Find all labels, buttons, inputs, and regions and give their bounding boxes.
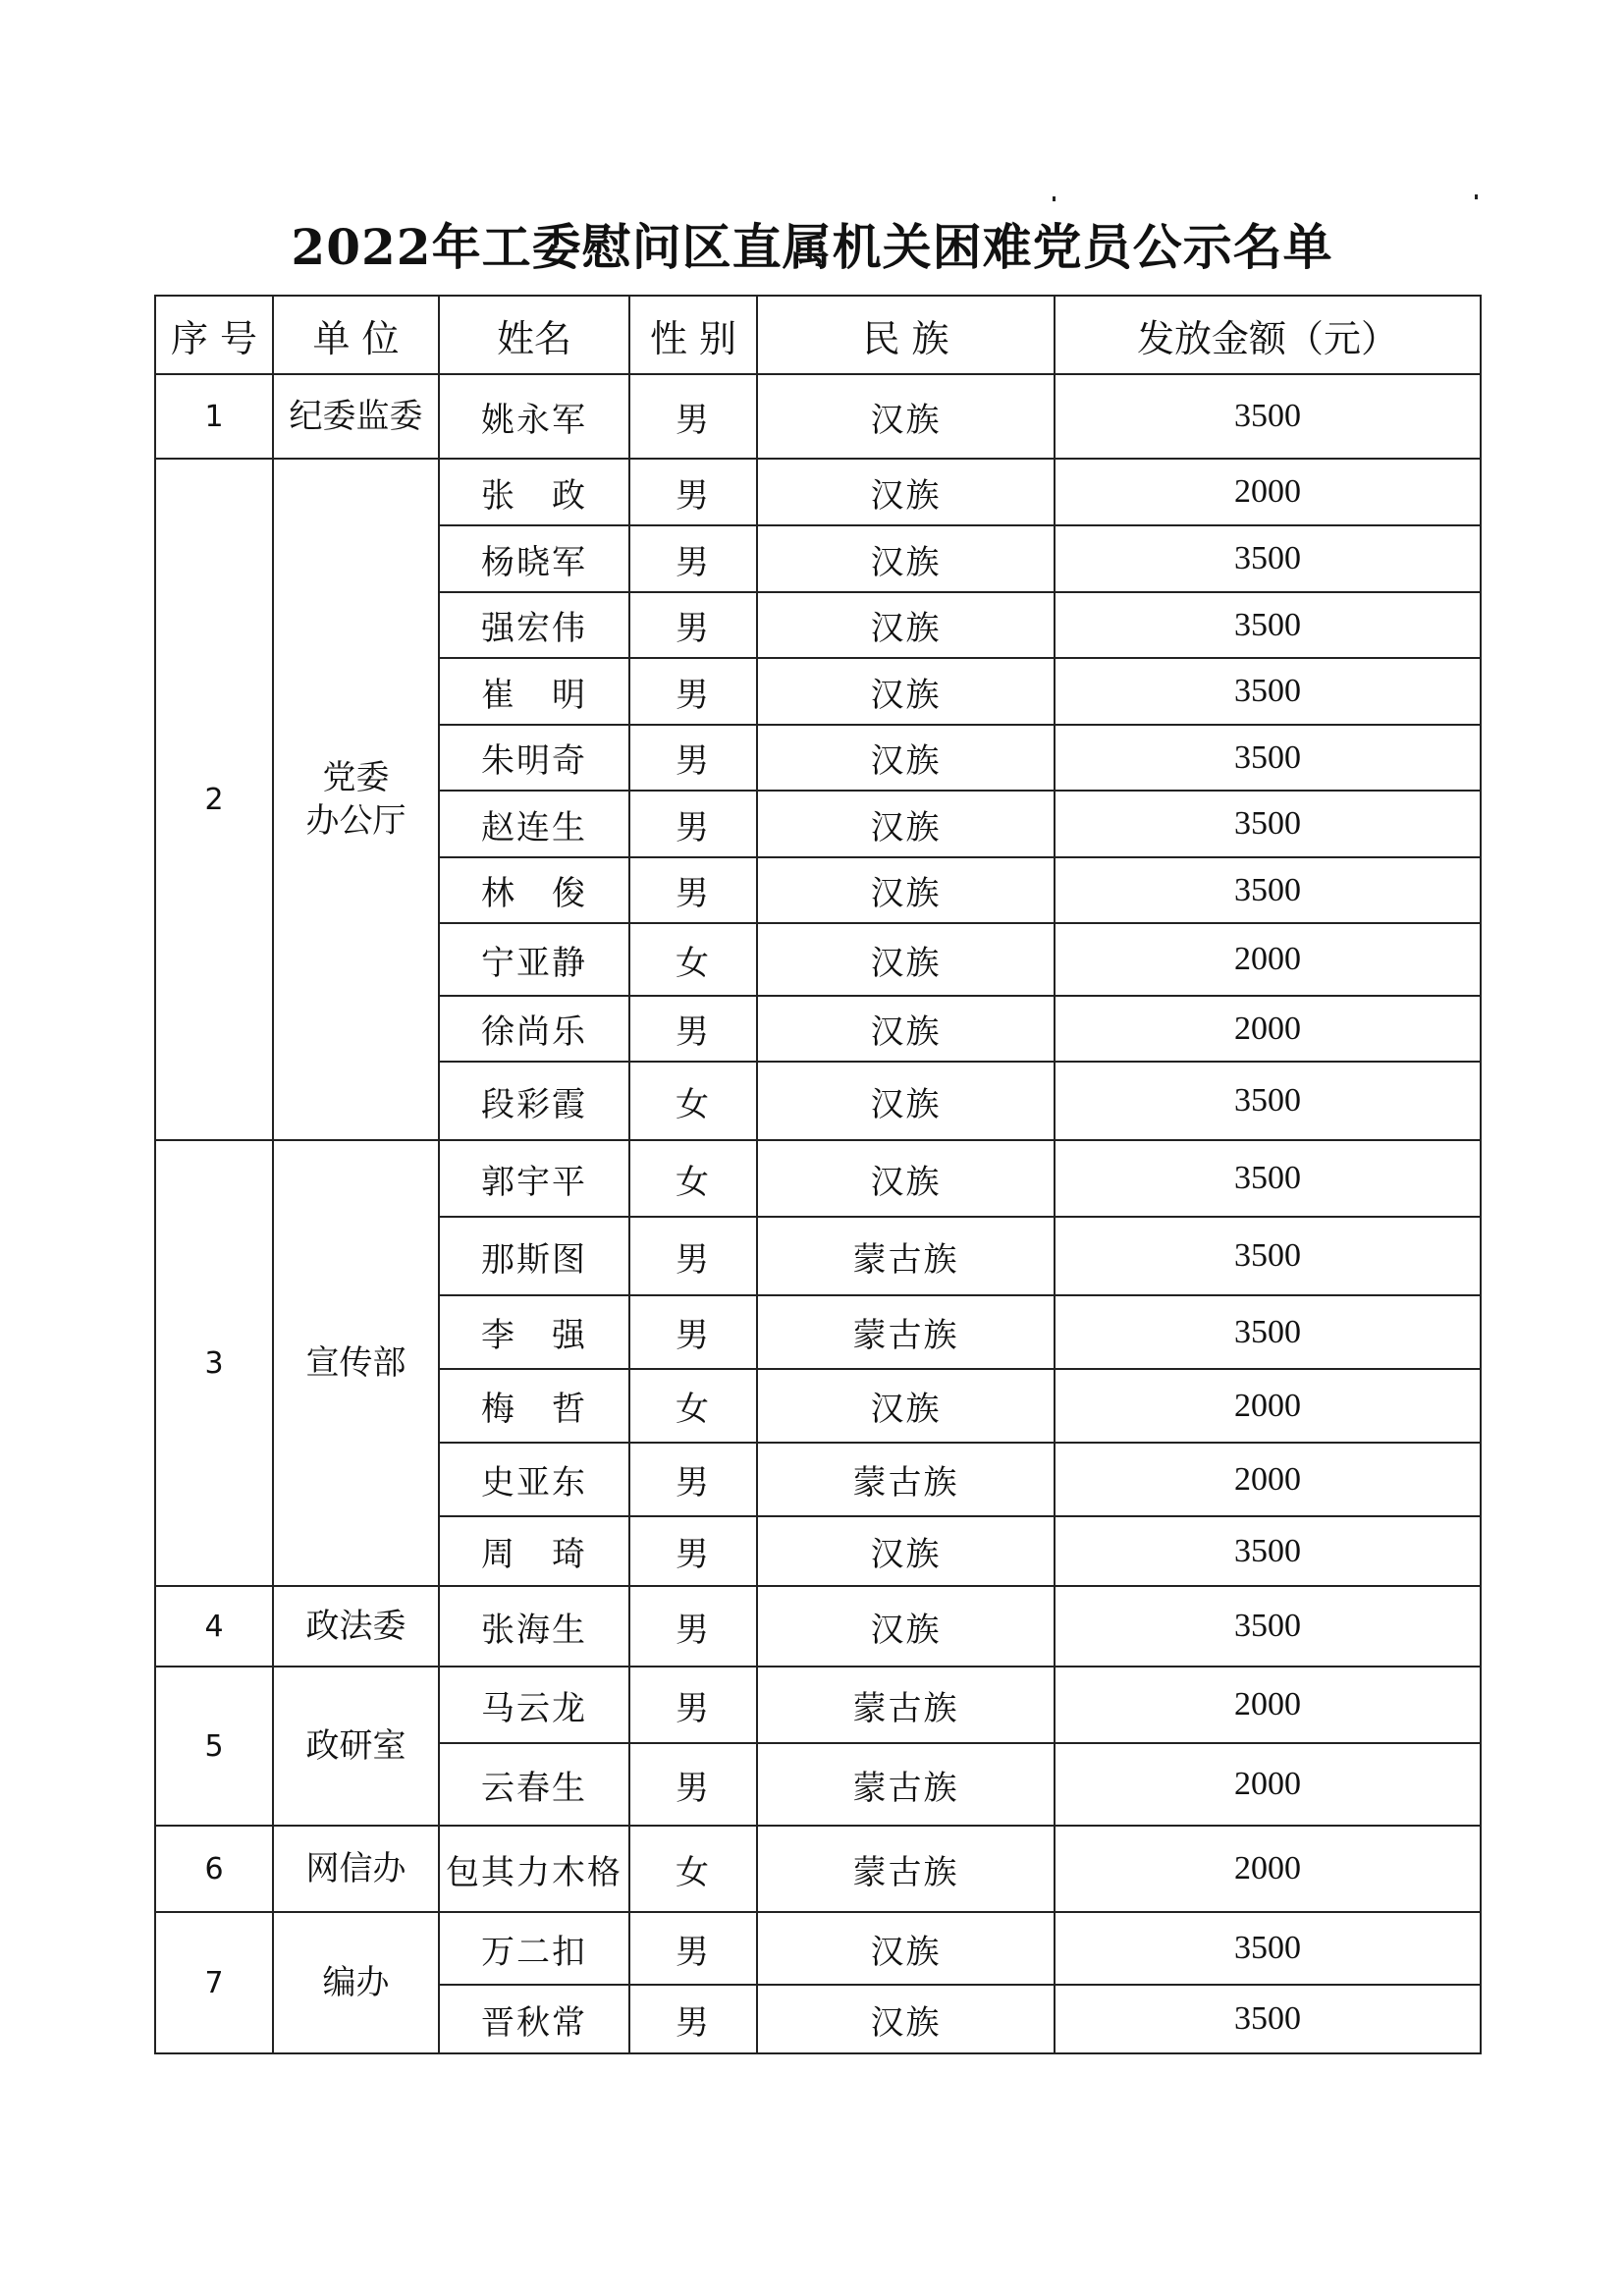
cell-name: 林 俊 (439, 857, 629, 923)
cell-gender: 男 (629, 1295, 757, 1369)
cell-gender: 男 (629, 857, 757, 923)
table-row (155, 459, 1481, 525)
header-amount: 发放金额（元） (1055, 296, 1481, 374)
cell-name: 马云龙 (439, 1667, 629, 1743)
cell-unit: 政研室 (273, 1667, 439, 1826)
cell-gender: 女 (629, 1369, 757, 1443)
cell-ethnicity: 汉族 (757, 1062, 1055, 1140)
cell-gender: 男 (629, 525, 757, 592)
cell-unit: 纪委监委 (273, 374, 439, 459)
cell-ethnicity: 汉族 (757, 996, 1055, 1062)
cell-name: 强宏伟 (439, 592, 629, 658)
table-row (155, 374, 1481, 459)
cell-name: 张 政 (439, 459, 629, 525)
cell-name: 张海生 (439, 1586, 629, 1667)
cell-gender: 男 (629, 1912, 757, 1985)
scan-speck (1475, 194, 1478, 199)
cell-ethnicity: 汉族 (757, 923, 1055, 996)
page-title: 2022年工委慰问区直属机关困难党员公示名单 (291, 218, 1333, 276)
cell-name: 杨晓军 (439, 525, 629, 592)
cell-amount: 3500 (1055, 791, 1481, 857)
cell-ethnicity: 汉族 (757, 1985, 1055, 2053)
roster-table (154, 295, 1482, 2054)
header-ethnicity: 民 族 (757, 296, 1055, 374)
cell-gender: 男 (629, 1667, 757, 1743)
cell-seq: 3 (155, 1140, 273, 1586)
cell-amount: 2000 (1055, 1369, 1481, 1443)
cell-amount: 2000 (1055, 923, 1481, 996)
cell-name: 梅 哲 (439, 1369, 629, 1443)
cell-name: 赵连生 (439, 791, 629, 857)
cell-gender: 男 (629, 1985, 757, 2053)
cell-gender: 男 (629, 658, 757, 725)
cell-unit: 政法委 (273, 1586, 439, 1667)
cell-gender: 女 (629, 923, 757, 996)
cell-ethnicity: 汉族 (757, 857, 1055, 923)
cell-name: 李 强 (439, 1295, 629, 1369)
cell-name: 宁亚静 (439, 923, 629, 996)
cell-unit: 网信办 (273, 1826, 439, 1912)
cell-gender: 男 (629, 592, 757, 658)
cell-ethnicity: 汉族 (757, 1369, 1055, 1443)
cell-name: 云春生 (439, 1743, 629, 1826)
cell-amount: 3500 (1055, 725, 1481, 791)
cell-ethnicity: 汉族 (757, 791, 1055, 857)
cell-ethnicity: 蒙古族 (757, 1295, 1055, 1369)
cell-seq: 5 (155, 1667, 273, 1826)
scan-speck (1053, 196, 1056, 201)
cell-amount: 2000 (1055, 459, 1481, 525)
cell-name: 周 琦 (439, 1516, 629, 1586)
cell-name: 那斯图 (439, 1217, 629, 1295)
cell-amount: 3500 (1055, 1140, 1481, 1217)
table-row (155, 1826, 1481, 1912)
header-name: 姓名 (439, 296, 629, 374)
cell-name: 万二扣 (439, 1912, 629, 1985)
table-row (155, 1912, 1481, 1985)
cell-gender: 女 (629, 1140, 757, 1217)
cell-ethnicity: 汉族 (757, 592, 1055, 658)
cell-gender: 男 (629, 996, 757, 1062)
cell-name: 晋秋常 (439, 1985, 629, 2053)
cell-amount: 3500 (1055, 658, 1481, 725)
cell-ethnicity: 汉族 (757, 374, 1055, 459)
cell-unit: 党委 办公厅 (273, 459, 439, 1140)
header-row (155, 296, 1481, 374)
cell-amount: 3500 (1055, 1295, 1481, 1369)
cell-gender: 男 (629, 374, 757, 459)
cell-ethnicity: 汉族 (757, 1586, 1055, 1667)
cell-amount: 2000 (1055, 1826, 1481, 1912)
cell-ethnicity: 蒙古族 (757, 1743, 1055, 1826)
table-row (155, 1140, 1481, 1217)
cell-gender: 女 (629, 1062, 757, 1140)
cell-ethnicity: 汉族 (757, 725, 1055, 791)
header-unit: 单 位 (273, 296, 439, 374)
cell-amount: 2000 (1055, 996, 1481, 1062)
cell-name: 郭宇平 (439, 1140, 629, 1217)
cell-amount: 3500 (1055, 525, 1481, 592)
table-row (155, 1667, 1481, 1743)
cell-gender: 女 (629, 1826, 757, 1912)
cell-gender: 男 (629, 725, 757, 791)
cell-amount: 2000 (1055, 1443, 1481, 1516)
cell-seq: 2 (155, 459, 273, 1140)
cell-ethnicity: 汉族 (757, 1140, 1055, 1217)
cell-ethnicity: 汉族 (757, 1912, 1055, 1985)
header-seq: 序 号 (155, 296, 273, 374)
cell-amount: 3500 (1055, 857, 1481, 923)
cell-ethnicity: 汉族 (757, 658, 1055, 725)
cell-unit: 宣传部 (273, 1140, 439, 1586)
cell-gender: 男 (629, 459, 757, 525)
cell-name: 朱明奇 (439, 725, 629, 791)
cell-amount: 3500 (1055, 1062, 1481, 1140)
cell-gender: 男 (629, 1586, 757, 1667)
cell-ethnicity: 蒙古族 (757, 1667, 1055, 1743)
cell-amount: 3500 (1055, 1516, 1481, 1586)
cell-amount: 3500 (1055, 1586, 1481, 1667)
cell-ethnicity: 蒙古族 (757, 1826, 1055, 1912)
cell-name: 崔 明 (439, 658, 629, 725)
cell-gender: 男 (629, 1443, 757, 1516)
cell-amount: 3500 (1055, 1985, 1481, 2053)
cell-seq: 6 (155, 1826, 273, 1912)
cell-amount: 2000 (1055, 1667, 1481, 1743)
cell-gender: 男 (629, 1743, 757, 1826)
cell-name: 包其力木格 (439, 1826, 629, 1912)
cell-gender: 男 (629, 791, 757, 857)
cell-gender: 男 (629, 1516, 757, 1586)
cell-name: 史亚东 (439, 1443, 629, 1516)
cell-name: 姚永军 (439, 374, 629, 459)
cell-seq: 1 (155, 374, 273, 459)
cell-unit: 编办 (273, 1912, 439, 2053)
cell-amount: 3500 (1055, 1217, 1481, 1295)
cell-amount: 3500 (1055, 1912, 1481, 1985)
cell-ethnicity: 汉族 (757, 1516, 1055, 1586)
cell-seq: 7 (155, 1912, 273, 2053)
cell-ethnicity: 汉族 (757, 525, 1055, 592)
cell-ethnicity: 蒙古族 (757, 1217, 1055, 1295)
header-gender: 性 别 (629, 296, 757, 374)
table-row (155, 1586, 1481, 1667)
cell-amount: 3500 (1055, 592, 1481, 658)
cell-ethnicity: 汉族 (757, 459, 1055, 525)
cell-gender: 男 (629, 1217, 757, 1295)
cell-ethnicity: 蒙古族 (757, 1443, 1055, 1516)
cell-name: 徐尚乐 (439, 996, 629, 1062)
cell-amount: 2000 (1055, 1743, 1481, 1826)
cell-amount: 3500 (1055, 374, 1481, 459)
roster-body (155, 374, 1481, 2053)
cell-seq: 4 (155, 1586, 273, 1667)
cell-name: 段彩霞 (439, 1062, 629, 1140)
